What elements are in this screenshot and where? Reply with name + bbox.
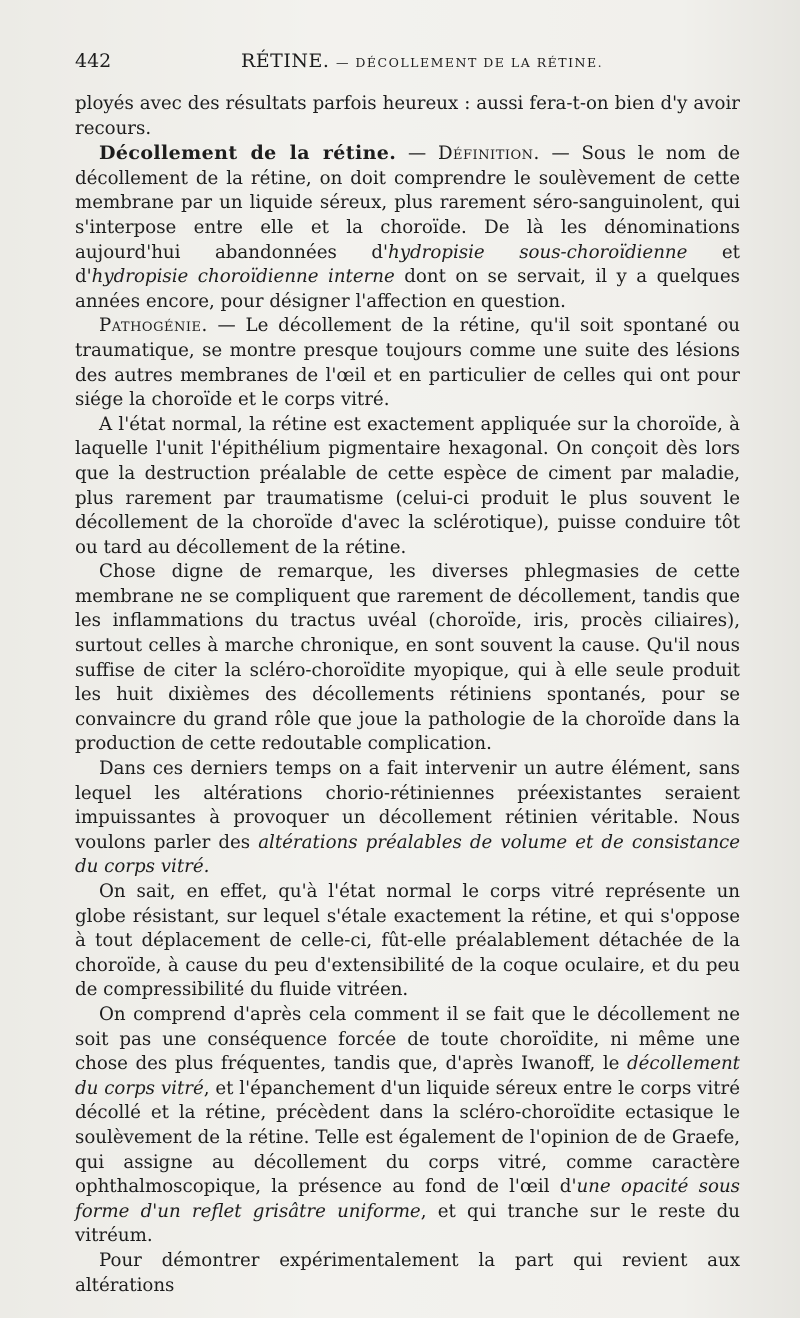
- page-header: [75, 50, 740, 80]
- paragraph-text: , et qui tranche sur le reste du vitréum.: [75, 1200, 740, 1247]
- paragraph-definition: [75, 141, 740, 314]
- body-text: [75, 92, 740, 1298]
- paragraph-text: On comprend d'après cela comment il se fait que le décollement ne soit pas une conséquence forcée de toute choroïdite, ni même une chose des plus fréquentes, tandis que, d'après Iwanoff, le: [75, 1003, 740, 1075]
- heading-dash: —: [396, 143, 438, 165]
- paragraph-text: — Sous le nom de décollement de la rétine, on doit comprendre le soulèvement de cette membrane par un liquide séreux, plus rarement séro-sanguinolent, qui s'interpose entre elle et la choroïde. De là les dénominations aujourd'hui abandonnées d': [75, 143, 740, 263]
- subsection-label-pathogenie: Pathogénie.: [99, 315, 208, 337]
- page-number: 442: [75, 50, 112, 72]
- running-title-subtitle: — DÉCOLLEMENT DE LA RÉTINE.: [335, 55, 604, 70]
- paragraph: [75, 1249, 740, 1298]
- italic-term: une opacité sous forme d'un reflet grisâtre uniforme: [75, 1176, 741, 1222]
- paragraph: [75, 413, 740, 561]
- paragraph-text: — Le décollement de la rétine, qu'il soit spontané ou traumatique, se montre presque toujours comme une suite des lésions des autres membranes de l'œil et en particulier de celles qui ont pour siége la choroïde et le corps vitré.: [75, 315, 740, 411]
- paragraph-text: ployés avec des résultats parfois heureux : aussi fera-t-on bien d'y avoir recours.: [75, 93, 740, 139]
- running-title: [241, 50, 603, 72]
- paragraph-pathogenie: [75, 314, 740, 412]
- paragraph: [75, 880, 740, 1003]
- paragraph-text: Chose digne de remarque, les diverses phlegmasies de cette membrane ne se compliquent que rarement de décollement, tandis que les inflammations du tractus uvéal (choroïde, iris, procès ciliaires), surtout celles à marche chronique, en sont souvent la cause. Qu'il nous suffise de citer la scléro-choroïdite myopique, qui à elle seule produit les huit dixièmes des décollements rétiniens spontanés, pour se convaincre du grand rôle que joue la pathologie de la choroïde dans la production de cette redoutable complication.: [75, 561, 740, 755]
- italic-term: hydropisie sous-choroïdienne: [388, 241, 688, 263]
- paragraph-text: et d': [75, 241, 740, 288]
- paragraph: [75, 560, 740, 757]
- paragraph-text: Pour démontrer expérimentalement la part qui revient aux altérations: [75, 1249, 740, 1296]
- paragraph-text: A l'état normal, la rétine est exactement appliquée sur la choroïde, à laquelle l'unit l'épithélium pigmentaire hexagonal. On conçoit dès lors que la destruction préalable de cette espèce de ciment par maladie, plus rarement par traumatisme (celui-ci produit le plus souvent le décollement de la choroïde d'avec la sclérotique), puisse conduire tôt ou tard au décollement de la rétine.: [75, 413, 740, 558]
- paragraph-text: On sait, en effet, qu'à l'état normal le corps vitré représente un globe résistant, sur lequel s'étale exactement la rétine, et qui s'oppose à tout déplacement de celle-ci, fût-elle préalablement détachée de la choroïde, à cause du peu d'extensibilité de la coque oculaire, et du peu de compressibilité du fluide vitréen.: [75, 881, 740, 1001]
- paragraph-text: dont on se servait, il y a quelques années encore, pour désigner l'affection en question.: [75, 266, 740, 312]
- paragraph-text: Dans ces derniers temps on a fait intervenir un autre élément, sans lequel les altérations chorio-rétiniennes préexistantes seraient impuissantes à provoquer un décollement rétinien véritable. Nous voulons parler des: [75, 758, 740, 853]
- running-title-main: RÉTINE.: [241, 50, 330, 72]
- paragraph-continuation: [75, 92, 740, 141]
- subsection-label-definition: Définition.: [437, 143, 540, 165]
- paragraph-text: , et l'épanchement d'un liquide séreux entre le corps vitré décollé et la rétine, précèdent dans la scléro-choroïdite ectasique le soulèvement de la rétine. Telle est également de l'opinion de de Graefe, qui assigne au décollement du corps vitré, comme caractère ophthalmoscopique, la présence au fond de l'œil d': [75, 1077, 741, 1198]
- paragraph: [75, 757, 740, 880]
- section-heading: Décollement de la rétine.: [99, 142, 397, 165]
- italic-term: altérations préalables de volume et de consistance du corps vitré.: [75, 831, 740, 878]
- italic-term: décollement du corps vitré: [75, 1053, 740, 1099]
- italic-term: hydropisie choroïdienne interne: [91, 266, 395, 288]
- paragraph: [75, 1003, 740, 1249]
